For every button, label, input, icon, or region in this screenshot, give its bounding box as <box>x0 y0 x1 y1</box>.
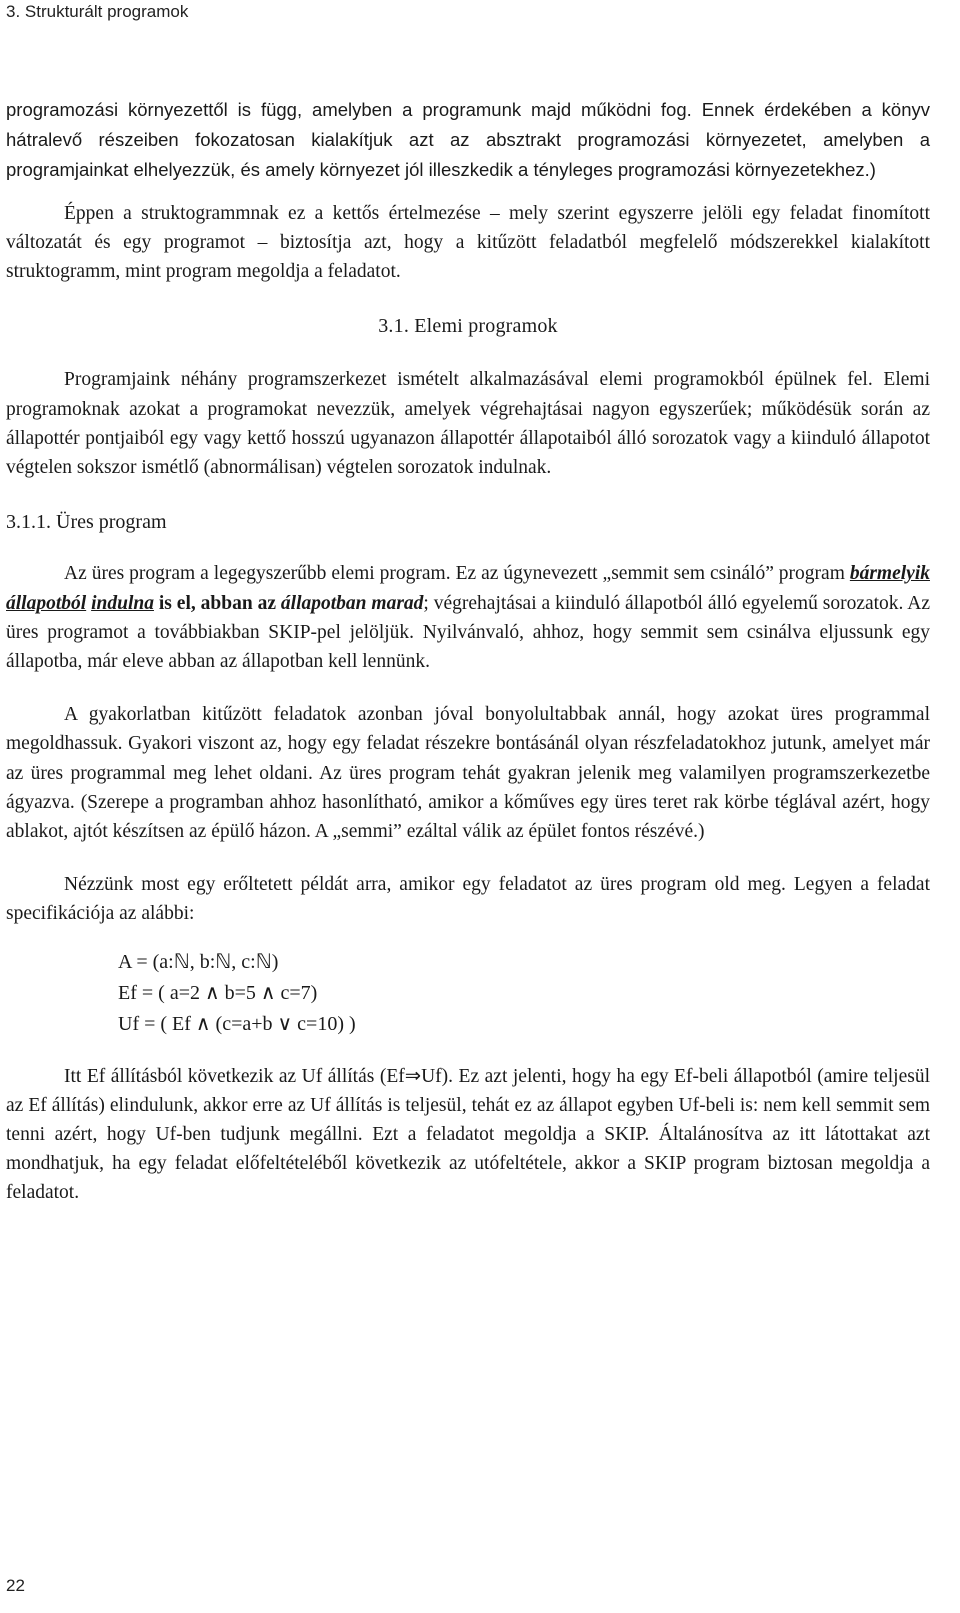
sp1-emphasis-4: állapotban marad <box>280 592 424 614</box>
sp1-emphasis-3: indulna <box>91 592 154 614</box>
sp1-start: Az üres program a legegyszerűbb elemi program. Ez az úgynevezett „semmit sem csináló” program <box>64 563 850 585</box>
formula-postcondition: Uf = ( Ef ∧ (c=a+b ∨ c=10) ) <box>118 1012 356 1035</box>
subsection-paragraph-4: Itt Ef állításból következik az Uf állítás (Ef⇒Uf). Ez azt jelenti, hogy ha egy Ef-beli állapotból (amire teljesül az Ef állítás) elindulunk, akkor erre az Uf állítás is teljesül, tehát ez az állapot egyben Uf-beli is: nem kell semmit sem tenni azért, hogy Uf-ben tudjunk megállni. Ezt a feladatot megoldja a SKIP. Általánosítva az itt látottakat azt mondhatjuk, ha egy feladat előfeltételéből következik az utófeltétele, akkor a SKIP program biztosan megoldja a feladatot. <box>6 1065 930 1204</box>
intro-paragraph-2: Éppen a struktogrammnak ez a kettős értelmezése – mely szerint egyszerre jelöli egy feladat finomított változatát és egy programot – biztosítja azt, hogy a kitűzött feladatból megfelelő módszerekkel kialakított struktogramm, mint program megoldja a feladatot. <box>6 202 930 283</box>
subsection-heading: 3.1.1. Üres program <box>6 511 167 534</box>
section-paragraph-1: Programjaink néhány programszerkezet ismételt alkalmazásával elemi programokból épülnek fel. Elemi programoknak azokat a programokat nevezzük, amelyek végrehajtásai nagyon egyszerűek; működésük során az állapottér pontjaiból egy vagy kettő hosszú ugyanazon állapottér állapotaiból álló sorozatok vagy a kiinduló állapotot végtelen sokszor ismétlő (abnormálisan) végtelen sorozatok indulnak. <box>6 369 930 479</box>
subsection-paragraph-3: Nézzünk most egy erőltetett példát arra, amikor egy feladatot az üres program old meg. Legyen a feladat specifikációja az alábbi: <box>6 874 930 925</box>
running-header: 3. Strukturált programok <box>6 2 189 21</box>
formula-precondition: Ef = ( a=2 ∧ b=5 ∧ c=7) <box>118 981 318 1004</box>
specification-formulas <box>118 947 930 1040</box>
section-heading: 3.1. Elemi programok <box>378 315 558 338</box>
subsection-paragraph-2: A gyakorlatban kitűzött feladatok azonban jóval bonyolultabbak annál, hogy azokat üres programmal megoldhassuk. Gyakori viszont az, hogy egy feladat részekre bontásánál olyan részfeladatokhoz jutunk, amelyet már az üres programmal meg lehet oldani. Az üres program tehát gyakran jelenik meg valamilyen programszerkezetbe ágyazva. (Szerepe a programban ahhoz hasonlítható, amikor a kőműves egy üres teret rak körbe téglával azért, hogy ablakot, ajtót készítsen az épülő házon. A „semmi” ezáltal válik az épület fontos részévé.) <box>6 704 930 843</box>
page-number: 22 <box>6 1576 25 1595</box>
sp1-end: ; végrehajtásai a kiinduló állapotból álló egyelemű sorozatok. Az üres programot a továbbiakban SKIP-pel jelöljük. Nyilvánvaló, ahhoz, hogy semmit sem csinálva eljussunk egy állapotba, már eleve abban az állapotban kell lennünk. <box>6 592 930 673</box>
sp1-emphasis-1: bármelyik <box>849 563 930 585</box>
body-text <box>6 95 930 1208</box>
intro-paragraph-1-rest: Ennek érdekében a könyv hátralevő részeiben fokozatosan kialakítjuk azt az absztrakt programozási környezetet, amelyben a programjainkat elhelyezzük, és amely környezet jól illeszkedik a tényleges programozási környezetekhez.) <box>6 99 930 181</box>
intro-paragraph-1 <box>6 95 930 186</box>
formula-state-space: A = (a:ℕ, b:ℕ, c:ℕ) <box>118 950 279 973</box>
sp1-emphasis-2: állapotból <box>6 592 87 614</box>
subsection-paragraph-1 <box>6 559 930 676</box>
sp1-middle: is el, abban az <box>153 592 281 614</box>
intro-paragraph-1-continuation: programozási környezettől is függ, amelyben a programunk majd működni fog. <box>6 99 702 120</box>
